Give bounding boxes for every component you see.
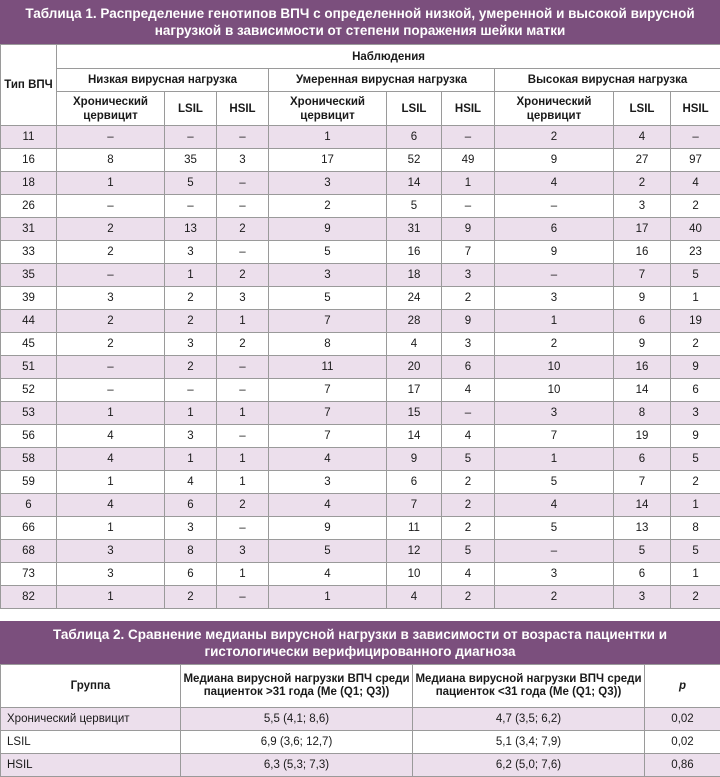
count-cell: 3 [165, 425, 217, 448]
count-cell: 4 [495, 172, 614, 195]
count-cell: 2 [165, 310, 217, 333]
table2-body [1, 708, 720, 777]
count-cell: 3 [495, 563, 614, 586]
count-cell: 15 [387, 402, 442, 425]
count-cell: 4 [269, 494, 387, 517]
median-under31-cell: 6,2 (5,0; 7,6) [413, 754, 645, 777]
count-cell: – [217, 586, 269, 609]
count-cell: 6 [387, 126, 442, 149]
count-cell: 2 [671, 586, 720, 609]
table-row [1, 708, 720, 731]
table1-title: Таблица 1. Распределение генотипов ВПЧ с определенной низкой, умеренной и высокой вирусной нагрузкой в зависимости от степени поражения шейки матки [0, 0, 720, 44]
count-cell: 9 [495, 149, 614, 172]
hpv-type-cell: 6 [1, 494, 57, 517]
count-cell: – [217, 425, 269, 448]
group-cell: Хронический цервицит [1, 708, 181, 731]
count-cell: 2 [217, 494, 269, 517]
count-cell: – [217, 172, 269, 195]
group-cell: LSIL [1, 731, 181, 754]
count-cell: 3 [442, 264, 495, 287]
hpv-type-cell: 73 [1, 563, 57, 586]
count-cell: 3 [495, 402, 614, 425]
count-cell: – [57, 126, 165, 149]
hpv-type-cell: 16 [1, 149, 57, 172]
count-cell: 5 [269, 241, 387, 264]
count-cell: 6 [387, 471, 442, 494]
sub-header: HSIL [671, 92, 720, 126]
count-cell: 3 [269, 172, 387, 195]
count-cell: 4 [387, 586, 442, 609]
table-row [1, 241, 720, 264]
group-column-header: Группа [1, 665, 181, 708]
count-cell: – [217, 379, 269, 402]
hpv-type-cell: 39 [1, 287, 57, 310]
count-cell: 24 [387, 287, 442, 310]
count-cell: – [57, 264, 165, 287]
count-cell: 1 [217, 402, 269, 425]
count-cell: 1 [57, 517, 165, 540]
count-cell: 3 [165, 333, 217, 356]
count-cell: 2 [442, 517, 495, 540]
count-cell: 3 [614, 195, 671, 218]
count-cell: 12 [387, 540, 442, 563]
count-cell: 7 [614, 471, 671, 494]
count-cell: 16 [614, 241, 671, 264]
count-cell: 52 [387, 149, 442, 172]
count-cell: – [165, 379, 217, 402]
count-cell: – [57, 195, 165, 218]
hpv-type-cell: 44 [1, 310, 57, 333]
count-cell: 3 [217, 540, 269, 563]
count-cell: 13 [614, 517, 671, 540]
count-cell: 3 [614, 586, 671, 609]
median-under31-cell: 5,1 (3,4; 7,9) [413, 731, 645, 754]
count-cell: 5 [387, 195, 442, 218]
count-cell: 4 [671, 172, 720, 195]
count-cell: 1 [57, 402, 165, 425]
count-cell: 1 [57, 172, 165, 195]
table-row [1, 379, 720, 402]
count-cell: 4 [57, 494, 165, 517]
count-cell: 2 [57, 218, 165, 241]
count-cell: 2 [671, 471, 720, 494]
count-cell: 1 [217, 471, 269, 494]
count-cell: 5 [495, 517, 614, 540]
count-cell: 4 [269, 563, 387, 586]
count-cell: 9 [614, 287, 671, 310]
count-cell: 4 [165, 471, 217, 494]
count-cell: – [57, 379, 165, 402]
count-cell: – [217, 356, 269, 379]
count-cell: 2 [57, 310, 165, 333]
count-cell: 2 [217, 333, 269, 356]
count-cell: 2 [57, 241, 165, 264]
count-cell: 4 [387, 333, 442, 356]
table-row [1, 517, 720, 540]
count-cell: 7 [495, 425, 614, 448]
count-cell: 14 [387, 425, 442, 448]
count-cell: 9 [495, 241, 614, 264]
count-cell: 6 [614, 448, 671, 471]
table-row [1, 195, 720, 218]
count-cell: 1 [57, 471, 165, 494]
count-cell: 3 [165, 241, 217, 264]
count-cell: 4 [614, 126, 671, 149]
count-cell: 3 [165, 517, 217, 540]
count-cell: 2 [165, 356, 217, 379]
hpv-type-cell: 52 [1, 379, 57, 402]
count-cell: 5 [671, 540, 720, 563]
count-cell: 2 [495, 126, 614, 149]
count-cell: 14 [614, 494, 671, 517]
table-row [1, 310, 720, 333]
table-row [1, 471, 720, 494]
count-cell: 5 [442, 448, 495, 471]
hpv-type-cell: 11 [1, 126, 57, 149]
table-row [1, 586, 720, 609]
observations-header: Наблюдения [57, 45, 720, 69]
median-over31-header: Медиана вирусной нагрузки ВПЧ среди пациенток >31 года (Me (Q1; Q3)) [181, 665, 413, 708]
hpv-type-cell: 82 [1, 586, 57, 609]
count-cell: 2 [442, 471, 495, 494]
count-cell: 5 [269, 287, 387, 310]
count-cell: – [442, 126, 495, 149]
count-cell: 10 [495, 356, 614, 379]
median-under31-header: Медиана вирусной нагрузки ВПЧ среди пациенток <31 года (Me (Q1; Q3)) [413, 665, 645, 708]
table-row [1, 402, 720, 425]
count-cell: 8 [614, 402, 671, 425]
count-cell: 1 [269, 126, 387, 149]
count-cell: 13 [165, 218, 217, 241]
count-cell: 1 [269, 586, 387, 609]
hpv-type-cell: 35 [1, 264, 57, 287]
count-cell: 2 [614, 172, 671, 195]
count-cell: 1 [217, 448, 269, 471]
sub-header: LSIL [614, 92, 671, 126]
group-cell: HSIL [1, 754, 181, 777]
count-cell: 3 [269, 471, 387, 494]
sub-header: LSIL [165, 92, 217, 126]
count-cell: 2 [442, 494, 495, 517]
count-cell: 6 [614, 310, 671, 333]
count-cell: 2 [495, 333, 614, 356]
median-over31-cell: 6,3 (5,3; 7,3) [181, 754, 413, 777]
count-cell: – [495, 264, 614, 287]
count-cell: 18 [387, 264, 442, 287]
table-row [1, 448, 720, 471]
count-cell: 10 [495, 379, 614, 402]
count-cell: 2 [671, 195, 720, 218]
hpv-type-cell: 33 [1, 241, 57, 264]
count-cell: 10 [387, 563, 442, 586]
type-header: Тип ВПЧ [1, 45, 57, 126]
table1 [0, 44, 720, 609]
count-cell: 4 [57, 448, 165, 471]
count-cell: 97 [671, 149, 720, 172]
hpv-type-cell: 45 [1, 333, 57, 356]
count-cell: 7 [387, 494, 442, 517]
count-cell: 8 [165, 540, 217, 563]
count-cell: – [442, 402, 495, 425]
count-cell: 19 [614, 425, 671, 448]
count-cell: 1 [671, 287, 720, 310]
table-row [1, 287, 720, 310]
hpv-type-cell: 56 [1, 425, 57, 448]
count-cell: 17 [614, 218, 671, 241]
count-cell: 2 [442, 586, 495, 609]
count-cell: 2 [165, 586, 217, 609]
count-cell: 4 [57, 425, 165, 448]
count-cell: 2 [671, 333, 720, 356]
count-cell: – [217, 241, 269, 264]
count-cell: 27 [614, 149, 671, 172]
count-cell: 3 [217, 287, 269, 310]
count-cell: 16 [614, 356, 671, 379]
table-row [1, 126, 720, 149]
count-cell: 2 [495, 586, 614, 609]
count-cell: 3 [442, 333, 495, 356]
count-cell: 6 [165, 494, 217, 517]
count-cell: 2 [269, 195, 387, 218]
count-cell: 35 [165, 149, 217, 172]
count-cell: 4 [442, 379, 495, 402]
table-row [1, 731, 720, 754]
count-cell: 9 [614, 333, 671, 356]
count-cell: 1 [57, 586, 165, 609]
count-cell: 3 [269, 264, 387, 287]
count-cell: – [495, 195, 614, 218]
table1-body [1, 126, 720, 609]
count-cell: 5 [671, 448, 720, 471]
count-cell: – [217, 195, 269, 218]
count-cell: 1 [671, 563, 720, 586]
group-header-high: Высокая вирусная нагрузка [495, 69, 720, 92]
table-row [1, 149, 720, 172]
table-row [1, 218, 720, 241]
count-cell: 5 [671, 264, 720, 287]
p-value-header: p [645, 665, 720, 708]
table-row [1, 264, 720, 287]
count-cell: 4 [442, 425, 495, 448]
count-cell: – [217, 126, 269, 149]
count-cell: 9 [442, 218, 495, 241]
count-cell: 9 [269, 218, 387, 241]
count-cell: 8 [57, 149, 165, 172]
table-row [1, 333, 720, 356]
count-cell: – [165, 126, 217, 149]
hpv-type-cell: 18 [1, 172, 57, 195]
sub-header: Хронический цервицит [269, 92, 387, 126]
count-cell: 2 [165, 287, 217, 310]
count-cell: 1 [165, 402, 217, 425]
count-cell: – [165, 195, 217, 218]
count-cell: 7 [269, 402, 387, 425]
count-cell: 7 [442, 241, 495, 264]
count-cell: 1 [217, 563, 269, 586]
hpv-type-cell: 68 [1, 540, 57, 563]
count-cell: 1 [671, 494, 720, 517]
table-row [1, 540, 720, 563]
table-row [1, 494, 720, 517]
hpv-type-cell: 31 [1, 218, 57, 241]
median-over31-cell: 5,5 (4,1; 8,6) [181, 708, 413, 731]
count-cell: 23 [671, 241, 720, 264]
sub-header: Хронический цервицит [57, 92, 165, 126]
count-cell: 14 [614, 379, 671, 402]
count-cell: 4 [269, 448, 387, 471]
p-value-cell: 0,02 [645, 708, 720, 731]
count-cell: 6 [495, 218, 614, 241]
count-cell: 5 [442, 540, 495, 563]
count-cell: 3 [57, 563, 165, 586]
count-cell: 19 [671, 310, 720, 333]
sub-header: HSIL [442, 92, 495, 126]
sub-header: HSIL [217, 92, 269, 126]
count-cell: 5 [495, 471, 614, 494]
hpv-type-cell: 66 [1, 517, 57, 540]
count-cell: 9 [269, 517, 387, 540]
count-cell: 2 [217, 264, 269, 287]
count-cell: 31 [387, 218, 442, 241]
count-cell: – [217, 517, 269, 540]
table-row [1, 356, 720, 379]
hpv-type-cell: 51 [1, 356, 57, 379]
count-cell: 17 [269, 149, 387, 172]
count-cell: 2 [442, 287, 495, 310]
count-cell: 9 [671, 356, 720, 379]
count-cell: 2 [217, 218, 269, 241]
count-cell: 4 [495, 494, 614, 517]
hpv-type-cell: 53 [1, 402, 57, 425]
count-cell: 7 [269, 425, 387, 448]
count-cell: 7 [269, 310, 387, 333]
hpv-type-cell: 59 [1, 471, 57, 494]
count-cell: 40 [671, 218, 720, 241]
hpv-type-cell: 58 [1, 448, 57, 471]
count-cell: 3 [217, 149, 269, 172]
count-cell: 1 [495, 448, 614, 471]
count-cell: 6 [442, 356, 495, 379]
count-cell: 3 [671, 402, 720, 425]
median-under31-cell: 4,7 (3,5; 6,2) [413, 708, 645, 731]
table-row [1, 425, 720, 448]
table-row [1, 172, 720, 195]
count-cell: 1 [217, 310, 269, 333]
count-cell: 7 [269, 379, 387, 402]
count-cell: 4 [442, 563, 495, 586]
hpv-type-cell: 26 [1, 195, 57, 218]
count-cell: 5 [165, 172, 217, 195]
count-cell: 28 [387, 310, 442, 333]
count-cell: 3 [495, 287, 614, 310]
table2 [0, 664, 720, 777]
count-cell: 5 [269, 540, 387, 563]
p-value-cell: 0,86 [645, 754, 720, 777]
count-cell: 14 [387, 172, 442, 195]
count-cell: 2 [57, 333, 165, 356]
count-cell: 1 [165, 448, 217, 471]
count-cell: 1 [442, 172, 495, 195]
count-cell: – [442, 195, 495, 218]
count-cell: 5 [614, 540, 671, 563]
count-cell: 7 [614, 264, 671, 287]
table-row [1, 754, 720, 777]
count-cell: 6 [671, 379, 720, 402]
count-cell: 1 [165, 264, 217, 287]
count-cell: 17 [387, 379, 442, 402]
count-cell: 8 [269, 333, 387, 356]
count-cell: – [57, 356, 165, 379]
count-cell: 6 [614, 563, 671, 586]
sub-header: LSIL [387, 92, 442, 126]
count-cell: 9 [442, 310, 495, 333]
count-cell: 9 [671, 425, 720, 448]
count-cell: 3 [57, 540, 165, 563]
count-cell: 9 [387, 448, 442, 471]
count-cell: 49 [442, 149, 495, 172]
count-cell: – [495, 540, 614, 563]
sub-header: Хронический цервицит [495, 92, 614, 126]
table2-title: Таблица 2. Сравнение медианы вирусной нагрузки в зависимости от возраста пациентки и гистологически верифицированного диагноза [0, 621, 720, 664]
group-header-moderate: Умеренная вирусная нагрузка [269, 69, 495, 92]
count-cell: 11 [269, 356, 387, 379]
table-row [1, 563, 720, 586]
p-value-cell: 0,02 [645, 731, 720, 754]
median-over31-cell: 6,9 (3,6; 12,7) [181, 731, 413, 754]
count-cell: 6 [165, 563, 217, 586]
count-cell: 20 [387, 356, 442, 379]
count-cell: 11 [387, 517, 442, 540]
group-header-low: Низкая вирусная нагрузка [57, 69, 269, 92]
count-cell: – [671, 126, 720, 149]
count-cell: 8 [671, 517, 720, 540]
count-cell: 1 [495, 310, 614, 333]
count-cell: 3 [57, 287, 165, 310]
count-cell: 16 [387, 241, 442, 264]
